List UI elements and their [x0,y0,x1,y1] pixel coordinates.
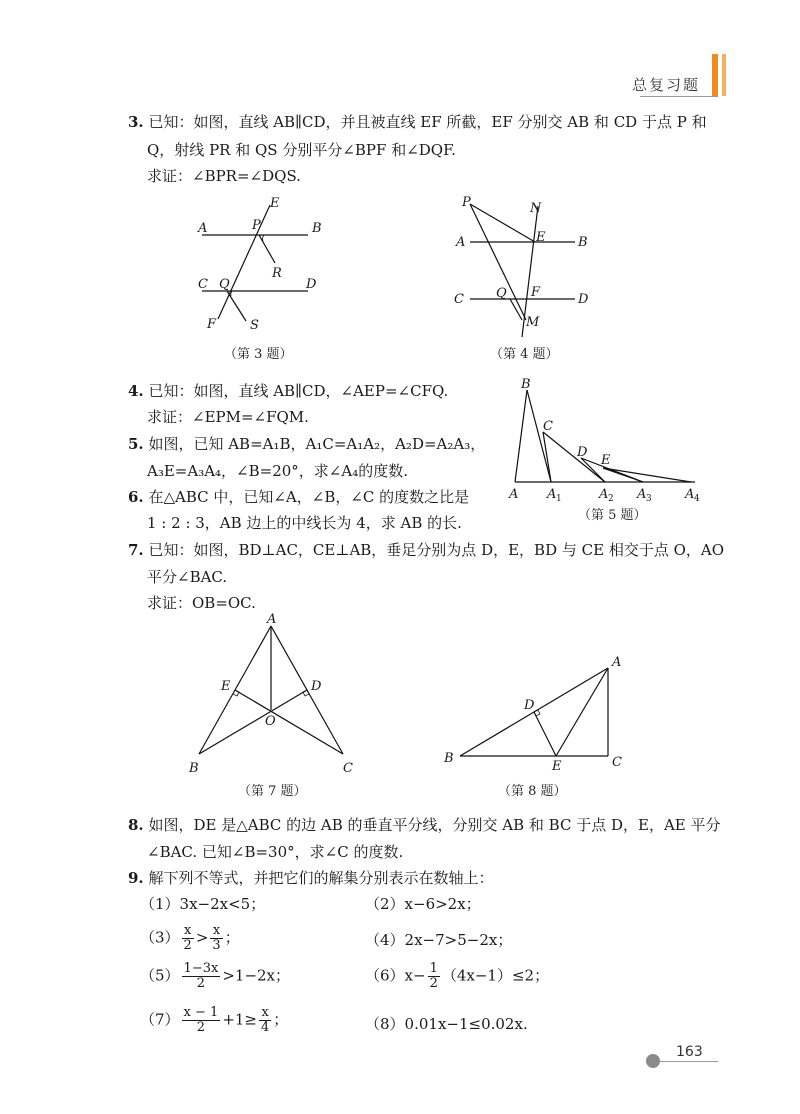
problem-3-line3: 求证：∠BPR=∠DQS. [147,167,301,185]
problem-8-line2: ∠BAC. 已知∠B=30°，求∠C 的度数. [147,843,404,861]
label-A1-sub: 1 [556,494,562,504]
inequality-2: （2）x−6>2x； [365,895,481,913]
label-S: S [250,318,259,333]
label-A1: A [547,487,557,502]
label-A2: A [599,487,609,502]
label-D: D [524,698,535,713]
inequality-6 [365,962,549,991]
fraction [182,1006,221,1035]
numerator: x [182,924,194,939]
label-D: D [578,292,589,307]
figure-5-caption: （第 5 题） [578,508,647,523]
page-marker-rule [660,1061,718,1062]
label-A: A [612,655,622,670]
problem-number: 6. [128,488,144,506]
item-rest: >1−2x； [222,966,291,985]
problem-4-line2: 求证：∠EPM=∠FQM. [147,408,309,426]
label-P: P [462,195,471,210]
label-D: D [577,445,588,460]
problem-text: 如图，已知 AB=A₁B，A₁C=A₁A₂，A₂D=A₂A₃， [148,435,486,453]
problem-6-line2: 1 : 2 : 3，AB 边上的中线长为 4，求 AB 的长. [147,514,462,532]
label-Q: Q [219,277,230,292]
label-C: C [343,761,353,776]
item-mid: +1≥ [222,1010,257,1029]
figure-7 [185,612,360,778]
fraction [428,962,440,991]
label-Q: Q [496,286,507,301]
problem-number: 5. [128,435,144,453]
chapter-title: 总复习题 [631,76,700,94]
numerator: x − 1 [183,1005,219,1020]
label-N: N [530,201,542,216]
figure-4 [450,192,590,342]
label-A4-sub: 4 [694,494,700,504]
problem-text: 已知：如图，直线 AB∥CD，∠AEP=∠CFQ. [148,382,449,400]
label-P: P [252,218,261,233]
problem-text: 已知：如图，直线 AB∥CD，并且被直线 EF 所截，EF 分别交 AB 和 CD 于点 P 和 [148,113,707,131]
figure-4-caption: （第 4 题） [490,347,559,362]
inequality-1: （1）3x−2x<5； [140,895,266,913]
problem-text: 如图，DE 是△ABC 的边 AB 的垂直平分线，分别交 AB 和 BC 于点 D，E，AE 平分 [148,816,721,834]
fraction [182,924,194,953]
label-C: C [454,292,464,307]
label-C: C [543,419,553,434]
label-E: E [552,759,562,774]
problem-8-line1 [128,815,721,835]
fraction [182,962,221,991]
problem-text: 已知：如图，BD⊥AC，CE⊥AB，垂足分别为点 D，E，BD 与 CE 相交于点 O，AO [148,541,725,559]
header-accent-bar [712,54,718,96]
operator: > [195,928,209,947]
figure-3 [190,195,330,337]
denominator: 2 [183,938,192,953]
inequality-5 [140,962,290,991]
problem-number: 4. [128,382,144,400]
item-rest: （4x−1）≤2； [441,966,550,985]
problem-text: 在△ABC 中，已知∠A，∠B，∠C 的度数之比是 [148,488,470,506]
label-B: B [578,235,588,250]
problem-3-line2: Q，射线 PR 和 QS 分别平分∠BPF 和∠DQF. [147,141,456,159]
label-C: C [198,277,208,292]
item-label: （5） [140,966,180,985]
problem-number: 3. [128,113,144,131]
figure-5 [505,378,705,502]
label-E: E [270,196,280,211]
label-A3-sub: 3 [646,494,652,504]
problem-text: 解下列不等式，并把它们的解集分别表示在数轴上： [148,869,494,887]
label-O: O [265,714,276,729]
header-rule [640,96,718,97]
inequality-4: （4）2x−7>5−2x； [365,931,513,949]
numerator: x [210,924,222,939]
inequality-8: （8）0.01x−1≤0.02x. [365,1015,528,1033]
denominator: 2 [196,976,206,991]
label-F: F [531,285,541,300]
label-A: A [456,235,466,250]
numerator: x [259,1006,271,1021]
label-B: B [189,761,199,776]
label-B: B [444,751,454,766]
problem-6-line1 [128,487,469,507]
label-A4: A [685,487,695,502]
problem-9-line1 [128,868,493,888]
denominator: 4 [261,1020,270,1035]
label-A: A [198,221,208,236]
label-B: B [312,221,322,236]
problem-number: 7. [128,541,144,559]
problem-5-line2: A₃E=A₃A₄，∠B=20°，求∠A₄的度数. [147,462,408,480]
numerator: 1−3x [183,961,219,976]
page-marker-dot [646,1054,660,1068]
figure-7-caption: （第 7 题） [238,784,307,799]
item-label: （3） [140,928,180,947]
fraction [259,1006,271,1035]
problem-4-line1 [128,381,448,401]
label-R: R [272,266,282,281]
item-end: ； [224,928,240,947]
problem-7-line3: 求证：OB=OC. [147,594,256,612]
label-E: E [601,453,611,468]
label-M: M [526,315,540,330]
problem-number: 8. [128,816,144,834]
label-A: A [509,487,519,502]
label-A: A [267,612,277,627]
denominator: 2 [196,1020,206,1035]
label-A3: A [637,487,647,502]
denominator: 3 [212,938,221,953]
header-accent-bar-light [722,54,726,96]
fraction [210,924,222,953]
label-E: E [536,230,546,245]
problem-7-line2: 平分∠BAC. [147,568,228,586]
item-label: （7） [140,1010,180,1029]
label-F: F [207,317,217,332]
inequality-3 [140,924,240,953]
figure-8-caption: （第 8 题） [498,784,567,799]
label-A2-sub: 2 [608,494,614,504]
item-end: ； [273,1010,289,1029]
label-D: D [311,679,322,694]
label-D: D [306,277,317,292]
label-E: E [221,679,231,694]
item-label: （6）x− [365,966,426,985]
label-C: C [612,755,622,770]
page-number: 163 [676,1044,703,1060]
problem-7-line1 [128,540,724,560]
figure-3-caption: （第 3 题） [224,347,293,362]
problem-5-line1 [128,434,485,454]
inequality-7 [140,1006,288,1035]
figure-8 [440,650,630,776]
denominator: 2 [429,976,438,991]
numerator: 1 [429,961,438,976]
label-B: B [521,377,531,392]
problem-3-line1 [128,112,707,132]
problem-number: 9. [128,869,144,887]
